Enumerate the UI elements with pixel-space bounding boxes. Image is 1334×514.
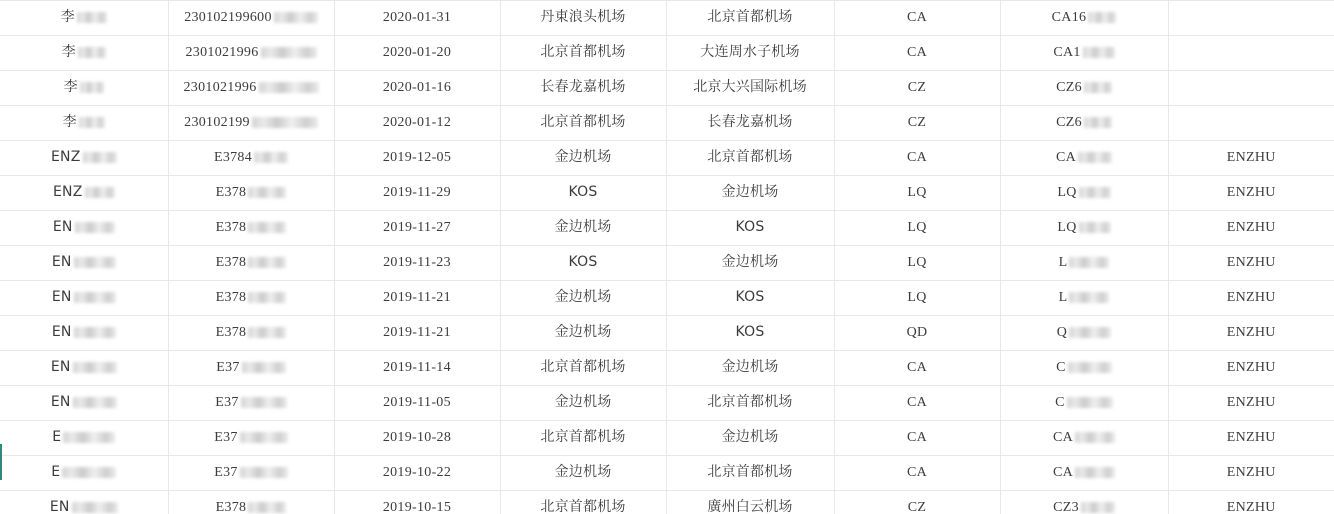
cell-date: 2019-11-21 [334,281,500,316]
cell-flight-number: CZ6 [1000,71,1168,106]
cell-id-number: E378 [168,281,334,316]
cell-flight-number: CZ3 [1000,491,1168,514]
cell-arrival-airport: 廣州白云机场 [666,491,834,514]
redaction-block [80,82,104,93]
cell-name: 李 [0,106,168,141]
redaction-block [78,47,106,58]
redaction-block [75,222,115,233]
table-row[interactable] [0,491,1334,514]
redaction-block [241,397,287,408]
cell-date: 2020-01-20 [334,36,500,71]
cell-id-number: E378 [168,316,334,351]
cell-arrival-airport: 金边机场 [666,246,834,281]
cell-departure-airport: 金边机场 [500,386,666,421]
table-row[interactable] [0,36,1334,71]
redaction-block [1088,12,1116,23]
redaction-block [261,47,317,58]
cell-arrival-airport: 金边机场 [666,351,834,386]
cell-departure-airport: KOS [500,176,666,211]
cell-airline-code: CA [834,141,1000,176]
cell-arrival-airport: 北京首都机场 [666,141,834,176]
cell-date: 2020-01-12 [334,106,500,141]
redaction-block [248,222,286,233]
cell-id-number: E378 [168,491,334,514]
redaction-block [1079,222,1111,233]
cell-flight-number: CA [1000,141,1168,176]
cell-id-number: E37 [168,421,334,456]
cell-departure-airport: 北京首都机场 [500,36,666,71]
table-row[interactable] [0,281,1334,316]
redaction-block [248,257,286,268]
cell-id-number: E378 [168,176,334,211]
cell-name: E [0,456,168,491]
redaction-block [77,12,107,23]
redaction-block [73,397,117,408]
cell-flight-number: LQ [1000,176,1168,211]
cell-name: EN [0,351,168,386]
redaction-block [74,257,116,268]
cell-id-number: 2301021996 [168,71,334,106]
cell-arrival-airport: 北京首都机场 [666,456,834,491]
redaction-block [74,327,116,338]
cell-airline-code: QD [834,316,1000,351]
cell-arrival-airport: 金边机场 [666,421,834,456]
redaction-block [63,432,115,443]
redaction-block [1083,47,1115,58]
cell-operator [1168,71,1334,106]
cell-date: 2019-11-23 [334,246,500,281]
redaction-block [1078,152,1112,163]
cell-operator: ENZHU [1168,456,1334,491]
redaction-block [252,117,318,128]
table-row[interactable] [0,456,1334,491]
cell-flight-number: L [1000,281,1168,316]
cell-departure-airport: 北京首都机场 [500,491,666,514]
cell-arrival-airport: 金边机场 [666,176,834,211]
cell-departure-airport: 长春龙嘉机场 [500,71,666,106]
cell-departure-airport: 北京首都机场 [500,421,666,456]
cell-arrival-airport: KOS [666,211,834,246]
cell-arrival-airport: 大连周水子机场 [666,36,834,71]
cell-arrival-airport: KOS [666,316,834,351]
cell-operator [1168,1,1334,36]
redaction-block [240,467,288,478]
cell-date: 2019-12-05 [334,141,500,176]
cell-flight-number: CZ6 [1000,106,1168,141]
cell-airline-code: CA [834,421,1000,456]
cell-name: 李 [0,1,168,36]
redaction-block [248,292,286,303]
table-row[interactable] [0,211,1334,246]
redaction-block [1068,362,1112,373]
redaction-block [240,432,288,443]
cell-date: 2019-11-29 [334,176,500,211]
table-row[interactable] [0,141,1334,176]
redaction-block [1075,467,1115,478]
table-row[interactable] [0,106,1334,141]
redaction-block [1081,502,1115,513]
cell-id-number: E378 [168,211,334,246]
cell-departure-airport: KOS [500,246,666,281]
cell-operator: ENZHU [1168,386,1334,421]
cell-airline-code: CA [834,456,1000,491]
table-row[interactable] [0,176,1334,211]
table-row[interactable] [0,71,1334,106]
cell-operator: ENZHU [1168,421,1334,456]
cell-flight-number: CA1 [1000,36,1168,71]
redaction-block [1069,292,1109,303]
redaction-block [79,117,105,128]
redaction-block [1067,397,1113,408]
redaction-block [259,82,319,93]
table-row[interactable] [0,1,1334,36]
cell-name: EN [0,281,168,316]
table-row[interactable] [0,246,1334,281]
redaction-block [1084,117,1112,128]
cell-airline-code: CZ [834,71,1000,106]
redaction-block [1084,82,1112,93]
cell-name: EN [0,491,168,514]
cell-airline-code: LQ [834,211,1000,246]
cell-airline-code: CA [834,36,1000,71]
cell-date: 2019-11-21 [334,316,500,351]
cell-operator: ENZHU [1168,351,1334,386]
cell-date: 2020-01-31 [334,1,500,36]
cell-departure-airport: 丹東浪头机场 [500,1,666,36]
redaction-block [62,467,116,478]
cell-departure-airport: 金边机场 [500,456,666,491]
cell-flight-number: L [1000,246,1168,281]
cell-operator: ENZHU [1168,246,1334,281]
cell-id-number: E37 [168,351,334,386]
cell-id-number: E378 [168,246,334,281]
cell-airline-code: CZ [834,491,1000,514]
table-row[interactable] [0,421,1334,456]
redaction-block [1075,432,1115,443]
cell-operator [1168,36,1334,71]
cell-id-number: 230102199 [168,106,334,141]
redaction-block [1069,257,1109,268]
cell-operator: ENZHU [1168,316,1334,351]
cell-departure-airport: 金边机场 [500,141,666,176]
cell-airline-code: LQ [834,176,1000,211]
table-row[interactable] [0,386,1334,421]
cell-name: E [0,421,168,456]
table-row[interactable] [0,351,1334,386]
cell-name: ENZ [0,141,168,176]
redaction-block [83,152,117,163]
cell-name: 李 [0,36,168,71]
cell-flight-number: CA16 [1000,1,1168,36]
cell-id-number: 2301021996 [168,36,334,71]
cell-flight-number: C [1000,386,1168,421]
cell-operator: ENZHU [1168,281,1334,316]
cell-operator: ENZHU [1168,141,1334,176]
cell-name: EN [0,386,168,421]
cell-departure-airport: 北京首都机场 [500,351,666,386]
cell-arrival-airport: 北京大兴国际机场 [666,71,834,106]
cell-arrival-airport: 北京首都机场 [666,386,834,421]
redaction-block [1079,187,1111,198]
cell-name: EN [0,246,168,281]
cell-id-number: 230102199600 [168,1,334,36]
cell-id-number: E37 [168,386,334,421]
cell-airline-code: LQ [834,246,1000,281]
cell-airline-code: LQ [834,281,1000,316]
cell-flight-number: C [1000,351,1168,386]
cell-departure-airport: 金边机场 [500,211,666,246]
cell-operator [1168,106,1334,141]
cell-date: 2019-10-15 [334,491,500,514]
cell-name: EN [0,316,168,351]
redaction-block [1069,327,1111,338]
cell-date: 2019-10-22 [334,456,500,491]
redaction-block [248,502,286,513]
cell-flight-number: CA [1000,421,1168,456]
cell-departure-airport: 金边机场 [500,316,666,351]
cell-id-number: E3784 [168,141,334,176]
redaction-block [85,187,115,198]
cell-arrival-airport: 长春龙嘉机场 [666,106,834,141]
redaction-block [254,152,288,163]
cell-departure-airport: 北京首都机场 [500,106,666,141]
redaction-block [242,362,286,373]
cell-airline-code: CA [834,386,1000,421]
redaction-block [248,327,286,338]
cell-name: EN [0,211,168,246]
cell-date: 2019-11-27 [334,211,500,246]
cell-id-number: E37 [168,456,334,491]
redaction-block [74,292,116,303]
cell-name: 李 [0,71,168,106]
cell-date: 2019-11-14 [334,351,500,386]
cell-operator: ENZHU [1168,211,1334,246]
cell-airline-code: CA [834,1,1000,36]
redaction-block [73,362,117,373]
cell-departure-airport: 金边机场 [500,281,666,316]
cell-date: 2020-01-16 [334,71,500,106]
cell-airline-code: CZ [834,106,1000,141]
redaction-block [274,12,318,23]
redaction-block [248,187,286,198]
table-row[interactable] [0,316,1334,351]
cell-flight-number: LQ [1000,211,1168,246]
redaction-block [72,502,118,513]
cell-date: 2019-10-28 [334,421,500,456]
row-edge-accent [0,444,2,480]
cell-arrival-airport: 北京首都机场 [666,1,834,36]
cell-date: 2019-11-05 [334,386,500,421]
cell-arrival-airport: KOS [666,281,834,316]
cell-operator: ENZHU [1168,176,1334,211]
cell-airline-code: CA [834,351,1000,386]
cell-operator: ENZHU [1168,491,1334,514]
cell-name: ENZ [0,176,168,211]
cell-flight-number: Q [1000,316,1168,351]
cell-flight-number: CA [1000,456,1168,491]
